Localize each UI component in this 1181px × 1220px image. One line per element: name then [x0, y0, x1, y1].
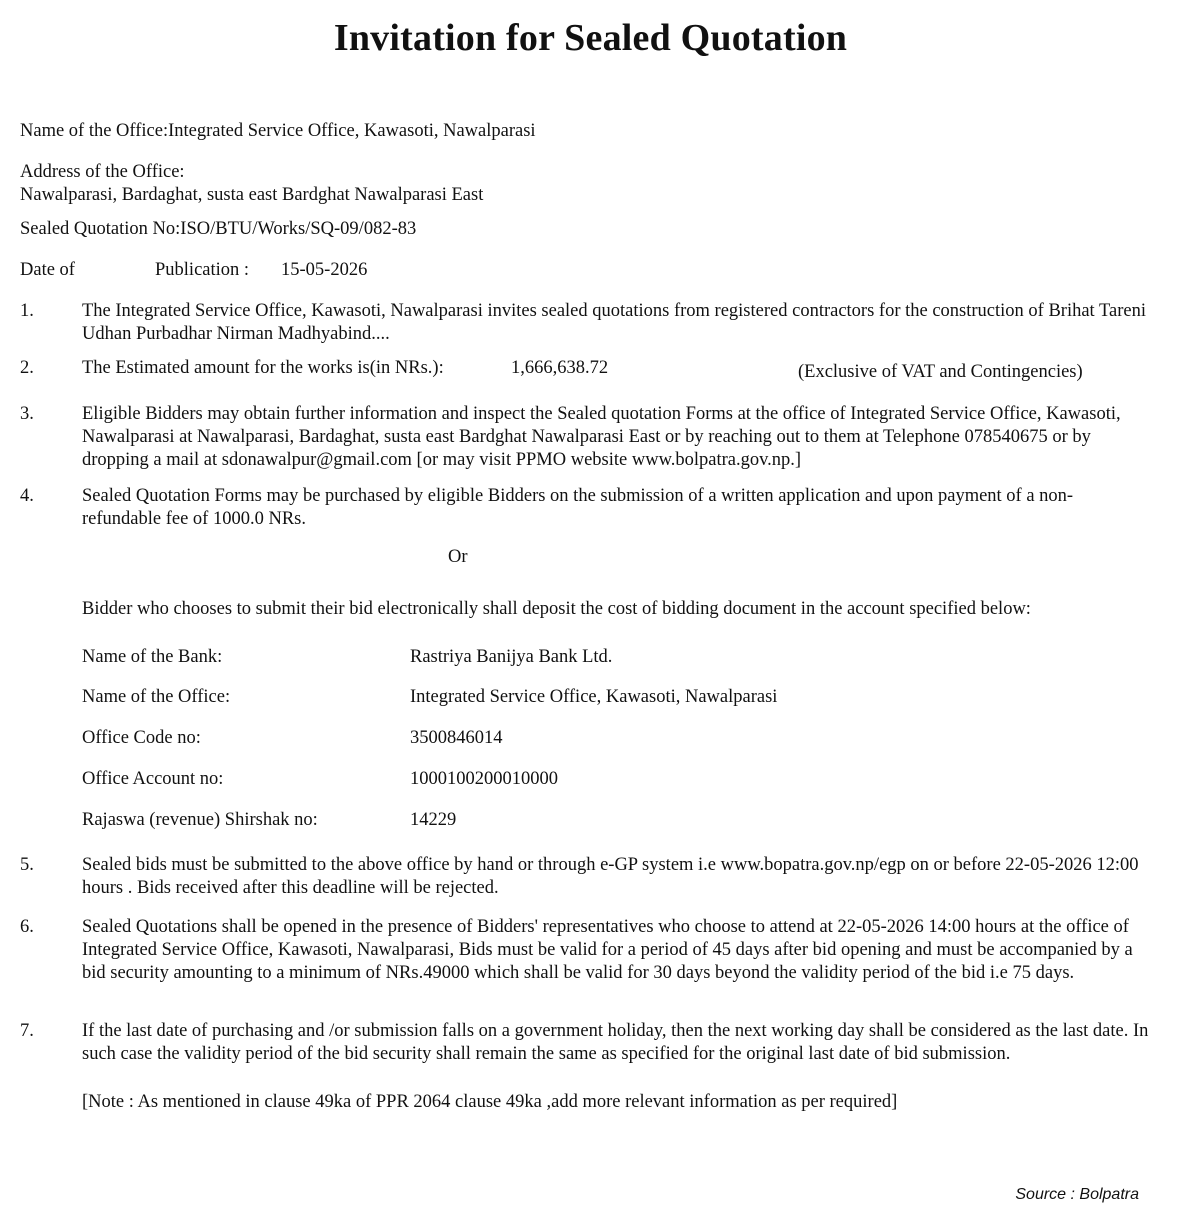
clause-7-note: [Note : As mentioned in clause 49ka of PPR 2064 clause 49ka ,add more relevant information as per required]	[82, 1092, 898, 1112]
electronic-submission-text: Bidder who chooses to submit their bid electronically shall deposit the cost of bidding document in the account specified below:	[82, 599, 1031, 619]
address-label: Address of the Office:	[20, 162, 185, 182]
clause-4-text: Sealed Quotation Forms may be purchased by eligible Bidders on the submission of a written application and upon payment of a non-refundable fee of 1000.0 NRs.	[82, 486, 1074, 529]
address-value: Nawalparasi, Bardaghat, susta east Bardghat Nawalparasi East	[20, 185, 484, 205]
revenue-shirshak-value: 14229	[410, 810, 457, 830]
clause-4-number: 4.	[20, 486, 34, 506]
publication-date: 15-05-2026	[281, 260, 368, 280]
clause-2-text: The Estimated amount for the works is(in NRs.):	[82, 358, 444, 378]
quotation-number-line: Sealed Quotation No:ISO/BTU/Works/SQ-09/082-83	[20, 219, 417, 239]
clause-3-text: Eligible Bidders may obtain further information and inspect the Sealed quotation Forms at the office of Integrated Service Office, Kawasoti, Nawalparasi at Nawalparasi, Bardaghat, susta east Bardghat Nawalparasi East or by reaching out to them at Telephone 078540675 or by dropping a mail at sdonawalpur@gmail.com [or may visit PPMO website www.bolpatra.gov.np.]	[82, 404, 1121, 470]
bank-office-name-label: Name of the Office:	[82, 687, 231, 707]
office-code-value: 3500846014	[410, 728, 503, 748]
clause-1-text: The Integrated Service Office, Kawasoti, Nawalparasi invites sealed quotations from registered contractors for the construction of Brihat Tareni Udhan Purbadhar Nirman Madhyabind....	[82, 301, 1146, 344]
clause-5-number: 5.	[20, 855, 34, 875]
publication-label-publication: Publication :	[155, 260, 250, 280]
bank-name-value: Rastriya Banijya Bank Ltd.	[410, 647, 613, 667]
office-account-value: 1000100200010000	[410, 769, 558, 789]
clause-5-text: Sealed bids must be submitted to the above office by hand or through e-GP system i.e www.bopatra.gov.np/egp on or before 22-05-2026 12:00 hours . Bids received after this deadline will be rejected.	[82, 855, 1139, 898]
office-account-label: Office Account no:	[82, 769, 224, 789]
or-text: Or	[448, 547, 468, 567]
clause-2-note: (Exclusive of VAT and Contingencies)	[798, 362, 1083, 382]
source-credit: Source : Bolpatra	[1015, 1186, 1139, 1203]
office-name-line: Name of the Office:Integrated Service Office, Kawasoti, Nawalparasi	[20, 121, 536, 141]
office-code-label: Office Code no:	[82, 728, 201, 748]
estimated-amount: 1,666,638.72	[511, 358, 609, 378]
bank-office-name-value: Integrated Service Office, Kawasoti, Nawalparasi	[410, 687, 778, 707]
clause-6-number: 6.	[20, 917, 34, 937]
clause-6-text: Sealed Quotations shall be opened in the presence of Bidders' representatives who choose to attend at 22-05-2026 14:00 hours at the office of Integrated Service Office, Kawasoti, Nawalparasi, Bids must be valid for a period of 45 days after bid opening and must be accompanied by a bid security amounting to a minimum of NRs.49000 which shall be valid for 30 days beyond the validity period of the bid i.e 75 days.	[82, 917, 1133, 983]
publication-label-date-of: Date of	[20, 260, 75, 280]
bank-name-label: Name of the Bank:	[82, 647, 223, 667]
clause-3-number: 3.	[20, 404, 34, 424]
clause-7-number: 7.	[20, 1021, 34, 1041]
revenue-shirshak-label: Rajaswa (revenue) Shirshak no:	[82, 810, 318, 830]
clause-2-number: 2.	[20, 358, 34, 378]
clause-7-text: If the last date of purchasing and /or submission falls on a government holiday, then the next working day shall be considered as the last date. In such case the validity period of the bid security shall remain the same as specified for the original last date of bid submission.	[82, 1021, 1149, 1064]
document-title: Invitation for Sealed Quotation	[333, 17, 848, 59]
clause-1-number: 1.	[20, 301, 34, 321]
